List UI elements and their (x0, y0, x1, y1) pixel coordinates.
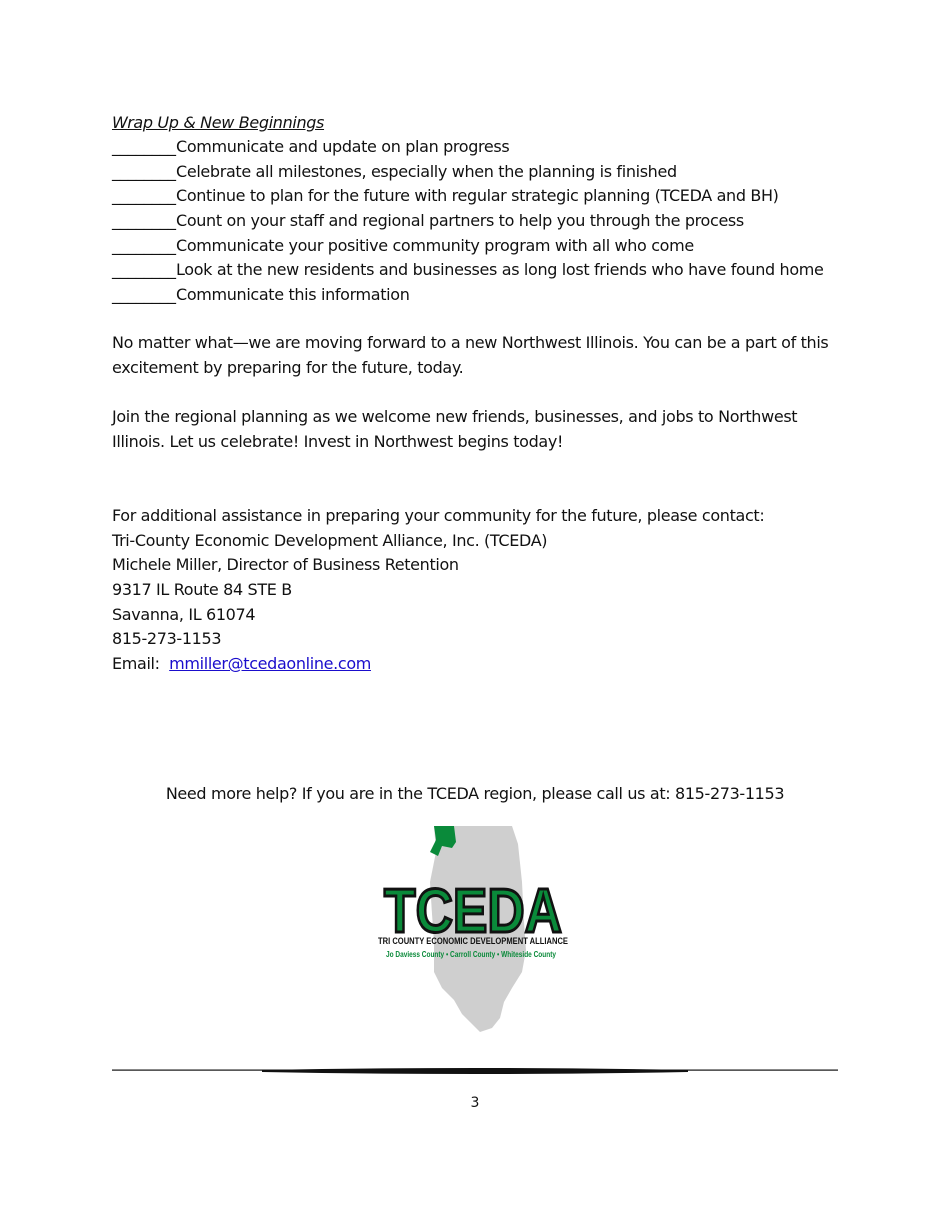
checklist (112, 135, 824, 308)
checklist-item-text: Count on your staff and regional partners to help you through the process (176, 211, 744, 231)
section-heading: Wrap Up & New Beginnings (112, 113, 325, 132)
checklist-item (112, 209, 824, 234)
footer-rule (112, 1064, 838, 1078)
checklist-item (112, 234, 824, 259)
checklist-item (112, 160, 824, 185)
contact-phone: 815-273-1153 (112, 629, 222, 649)
checklist-item-text: Celebrate all milestones, especially when the planning is finished (176, 161, 677, 181)
logo-tagline: TRI COUNTY ECONOMIC DEVELOPMENT ALLIANCE (378, 936, 568, 946)
contact-address-line1: 9317 IL Route 84 STE B (112, 580, 292, 600)
checklist-item (112, 258, 824, 283)
blank-line: ________ (112, 186, 176, 206)
checklist-item-text: Communicate and update on plan progress (176, 137, 510, 156)
paragraph-line: No matter what—we are moving forward to a new Northwest Illinois. You can be a part of this (112, 333, 829, 352)
email-link[interactable]: mmiller@tcedaonline.com (169, 654, 371, 674)
contact-email-row (112, 652, 764, 677)
paragraph-line: Join the regional planning as we welcome new friends, businesses, and jobs to Northwest (112, 407, 798, 426)
help-line: Need more help? If you are in the TCEDA region, please call us at: 815-273-1153 (165, 784, 785, 803)
logo-wordmark: TCEDA (384, 877, 562, 946)
blank-line: ________ (112, 211, 176, 231)
contact-address-line2: Savanna, IL 61074 (112, 604, 256, 624)
email-label: Email: (112, 654, 160, 674)
blank-line: ________ (112, 137, 176, 156)
tceda-logo (372, 822, 578, 1034)
blank-line: ________ (112, 260, 176, 280)
contact-block (112, 504, 764, 677)
checklist-item-text: Communicate this information (176, 285, 410, 305)
blank-line: ________ (112, 161, 176, 181)
blank-line: ________ (112, 235, 176, 255)
paragraph-moving-forward (112, 331, 828, 380)
paragraph-line: excitement by preparing for the future, today. (112, 357, 464, 377)
paragraph-line: Illinois. Let us celebrate! Invest in Northwest begins today! (112, 431, 564, 451)
page-number: 3 (470, 1095, 480, 1111)
checklist-item-text: Continue to plan for the future with regular strategic planning (TCEDA and BH) (176, 186, 779, 206)
checklist-item (112, 135, 824, 160)
checklist-item-text: Communicate your positive community program with all who come (176, 235, 694, 255)
checklist-item (112, 283, 824, 308)
contact-person: Michele Miller, Director of Business Retention (112, 555, 459, 575)
checklist-item-text: Look at the new residents and businesses as long lost friends who have found home (176, 260, 824, 280)
contact-intro: For additional assistance in preparing your community for the future, please contact: (112, 506, 765, 525)
logo-counties: Jo Daviess County • Carroll County • Whiteside County (386, 950, 557, 959)
contact-org: Tri-County Economic Development Alliance, Inc. (TCEDA) (112, 530, 548, 550)
paragraph-join-planning (112, 405, 797, 454)
checklist-item (112, 184, 824, 209)
blank-line: ________ (112, 285, 176, 305)
